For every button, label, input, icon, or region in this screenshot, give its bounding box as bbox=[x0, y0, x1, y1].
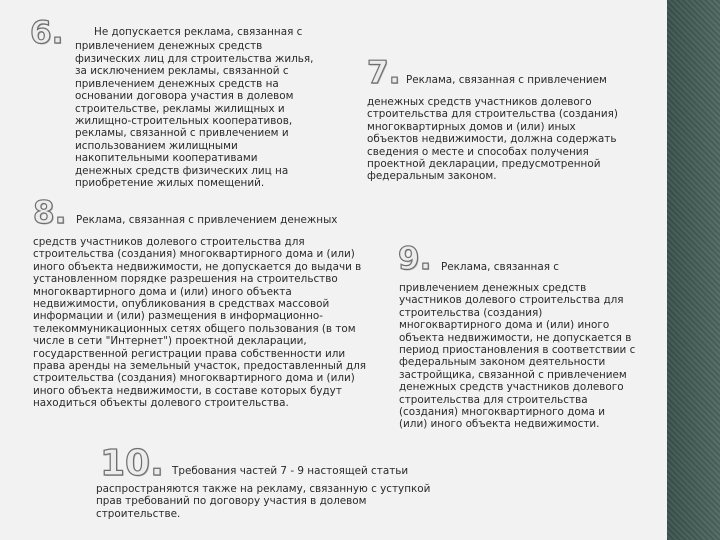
item-9-line: участников долевого строительства для bbox=[399, 294, 624, 307]
item-9-lead bbox=[441, 261, 559, 273]
item-6-line: основании договора участия в долевом bbox=[75, 90, 294, 103]
item-7-line: проектной декларации, предусмотренной bbox=[367, 158, 601, 171]
item-8-line: находиться объекты долевого строительства. bbox=[33, 397, 289, 410]
item-8-lead bbox=[76, 214, 337, 226]
item-9-line: Реклама, связанная с bbox=[441, 261, 559, 273]
item-7-lead bbox=[406, 74, 607, 86]
item-8-line: строительства (создания) многоквартирного дома и (или) bbox=[33, 372, 355, 385]
item-10-line: прав требований по договору участия в долевом bbox=[96, 495, 367, 508]
item-10-line: распространяются также на рекламу, связанную с уступкой bbox=[96, 483, 431, 495]
item-9-line: федеральным законом деятельности bbox=[399, 356, 606, 369]
item-6-line: привлечением денежных средств bbox=[75, 40, 263, 53]
item-6-line: привлечением денежных средств на bbox=[75, 77, 279, 90]
item-9-body bbox=[399, 282, 635, 431]
item-number-7: 7. bbox=[367, 55, 401, 91]
item-10-line: строительстве. bbox=[96, 507, 181, 520]
item-8-line: многоквартирного дома и (или) иного объекта bbox=[33, 285, 292, 298]
item-7-line: Реклама, связанная с привлечением bbox=[406, 74, 607, 86]
item-6-line: рекламы, связанной с привлечением и bbox=[75, 127, 289, 140]
item-8-line: Реклама, связанная с привлечением денежных bbox=[76, 214, 338, 226]
item-9-line: (создания) многоквартирного дома и bbox=[399, 406, 605, 419]
item-6-body bbox=[75, 53, 313, 189]
item-10-line: Требования частей 7 - 9 настоящей статьи bbox=[172, 465, 409, 477]
item-number-9: 9. bbox=[398, 241, 432, 277]
item-9-line: (или) иного объекта недвижимости. bbox=[399, 418, 600, 431]
item-7-line: сведения о месте и способах получения bbox=[367, 145, 589, 158]
item-6-text bbox=[75, 26, 303, 53]
item-8-line: установленном порядке разрешения на строительство bbox=[33, 273, 338, 286]
item-9-line: период приостановления в соответствии с bbox=[399, 344, 636, 357]
item-6-line: строительстве, рекламы жилищных и bbox=[75, 102, 285, 115]
item-8-line: права аренды на земельный участок, предоставленный для bbox=[33, 360, 367, 373]
item-7-line: строительства для строительства (создания) bbox=[367, 108, 618, 121]
decorative-side-band bbox=[667, 0, 720, 540]
item-number-10: 10. bbox=[100, 443, 164, 484]
item-6-line: приобретение жилых помещений. bbox=[75, 177, 265, 190]
item-number-6: 6. bbox=[30, 15, 64, 51]
item-10-lead bbox=[172, 465, 408, 477]
item-8-body bbox=[33, 236, 366, 410]
item-8-line: государственной регистрации права собственности или bbox=[33, 347, 346, 360]
item-9-line: многоквартирного дома и (или) иного bbox=[399, 319, 610, 332]
item-6-line: Не допускается реклама, связанная с bbox=[94, 26, 303, 38]
item-7-line: денежных средств участников долевого bbox=[367, 96, 592, 108]
item-9-line: застройщика, связанной с привлечением bbox=[399, 368, 627, 381]
item-number-8: 8. bbox=[33, 195, 67, 231]
item-8-line: средств участников долевого строительства для bbox=[33, 236, 305, 248]
item-9-line: строительства (создания) bbox=[399, 306, 543, 319]
item-9-line: денежных средств участников долевого bbox=[399, 381, 624, 394]
item-7-line: федеральным законом. bbox=[367, 170, 497, 183]
item-8-line: иного объекта недвижимости, не допускается до выдачи в bbox=[33, 260, 362, 273]
item-9-line: привлечением денежных средств bbox=[399, 282, 587, 294]
item-6-line: использованием жилищными bbox=[75, 139, 238, 152]
item-8-line: телекоммуникационных сетях общего пользования (в том bbox=[33, 322, 356, 335]
item-9-line: объекта недвижимости, не допускается в bbox=[399, 331, 632, 344]
item-6-line: за исключением рекламы, связанной с bbox=[75, 65, 289, 78]
item-8-line: информации и (или) размещения в информационно- bbox=[33, 310, 323, 323]
item-8-line: строительства (создания) многоквартирного дома и (или) bbox=[33, 248, 355, 261]
item-6-line: накопительными кооперативами bbox=[75, 152, 258, 165]
item-6-line: денежных средств физических лиц на bbox=[75, 164, 289, 177]
item-6-line: физических лиц для строительства жилья, bbox=[75, 53, 314, 65]
item-7-body bbox=[367, 96, 618, 183]
item-6-line: жилищно-строительных кооперативов, bbox=[75, 115, 293, 128]
item-8-line: иного объекта недвижимости, в составе которых будут bbox=[33, 384, 342, 397]
item-7-line: многоквартирных домов и (или) иных bbox=[367, 120, 576, 133]
item-10-body bbox=[96, 483, 430, 520]
item-7-line: объектов недвижимости, должна содержать bbox=[367, 133, 617, 146]
item-8-line: числе в сети "Интернет") проектной декларации, bbox=[33, 335, 307, 348]
item-8-line: недвижимости, опубликования в средствах массовой bbox=[33, 298, 330, 311]
item-9-line: строительства для строительства bbox=[399, 393, 588, 406]
